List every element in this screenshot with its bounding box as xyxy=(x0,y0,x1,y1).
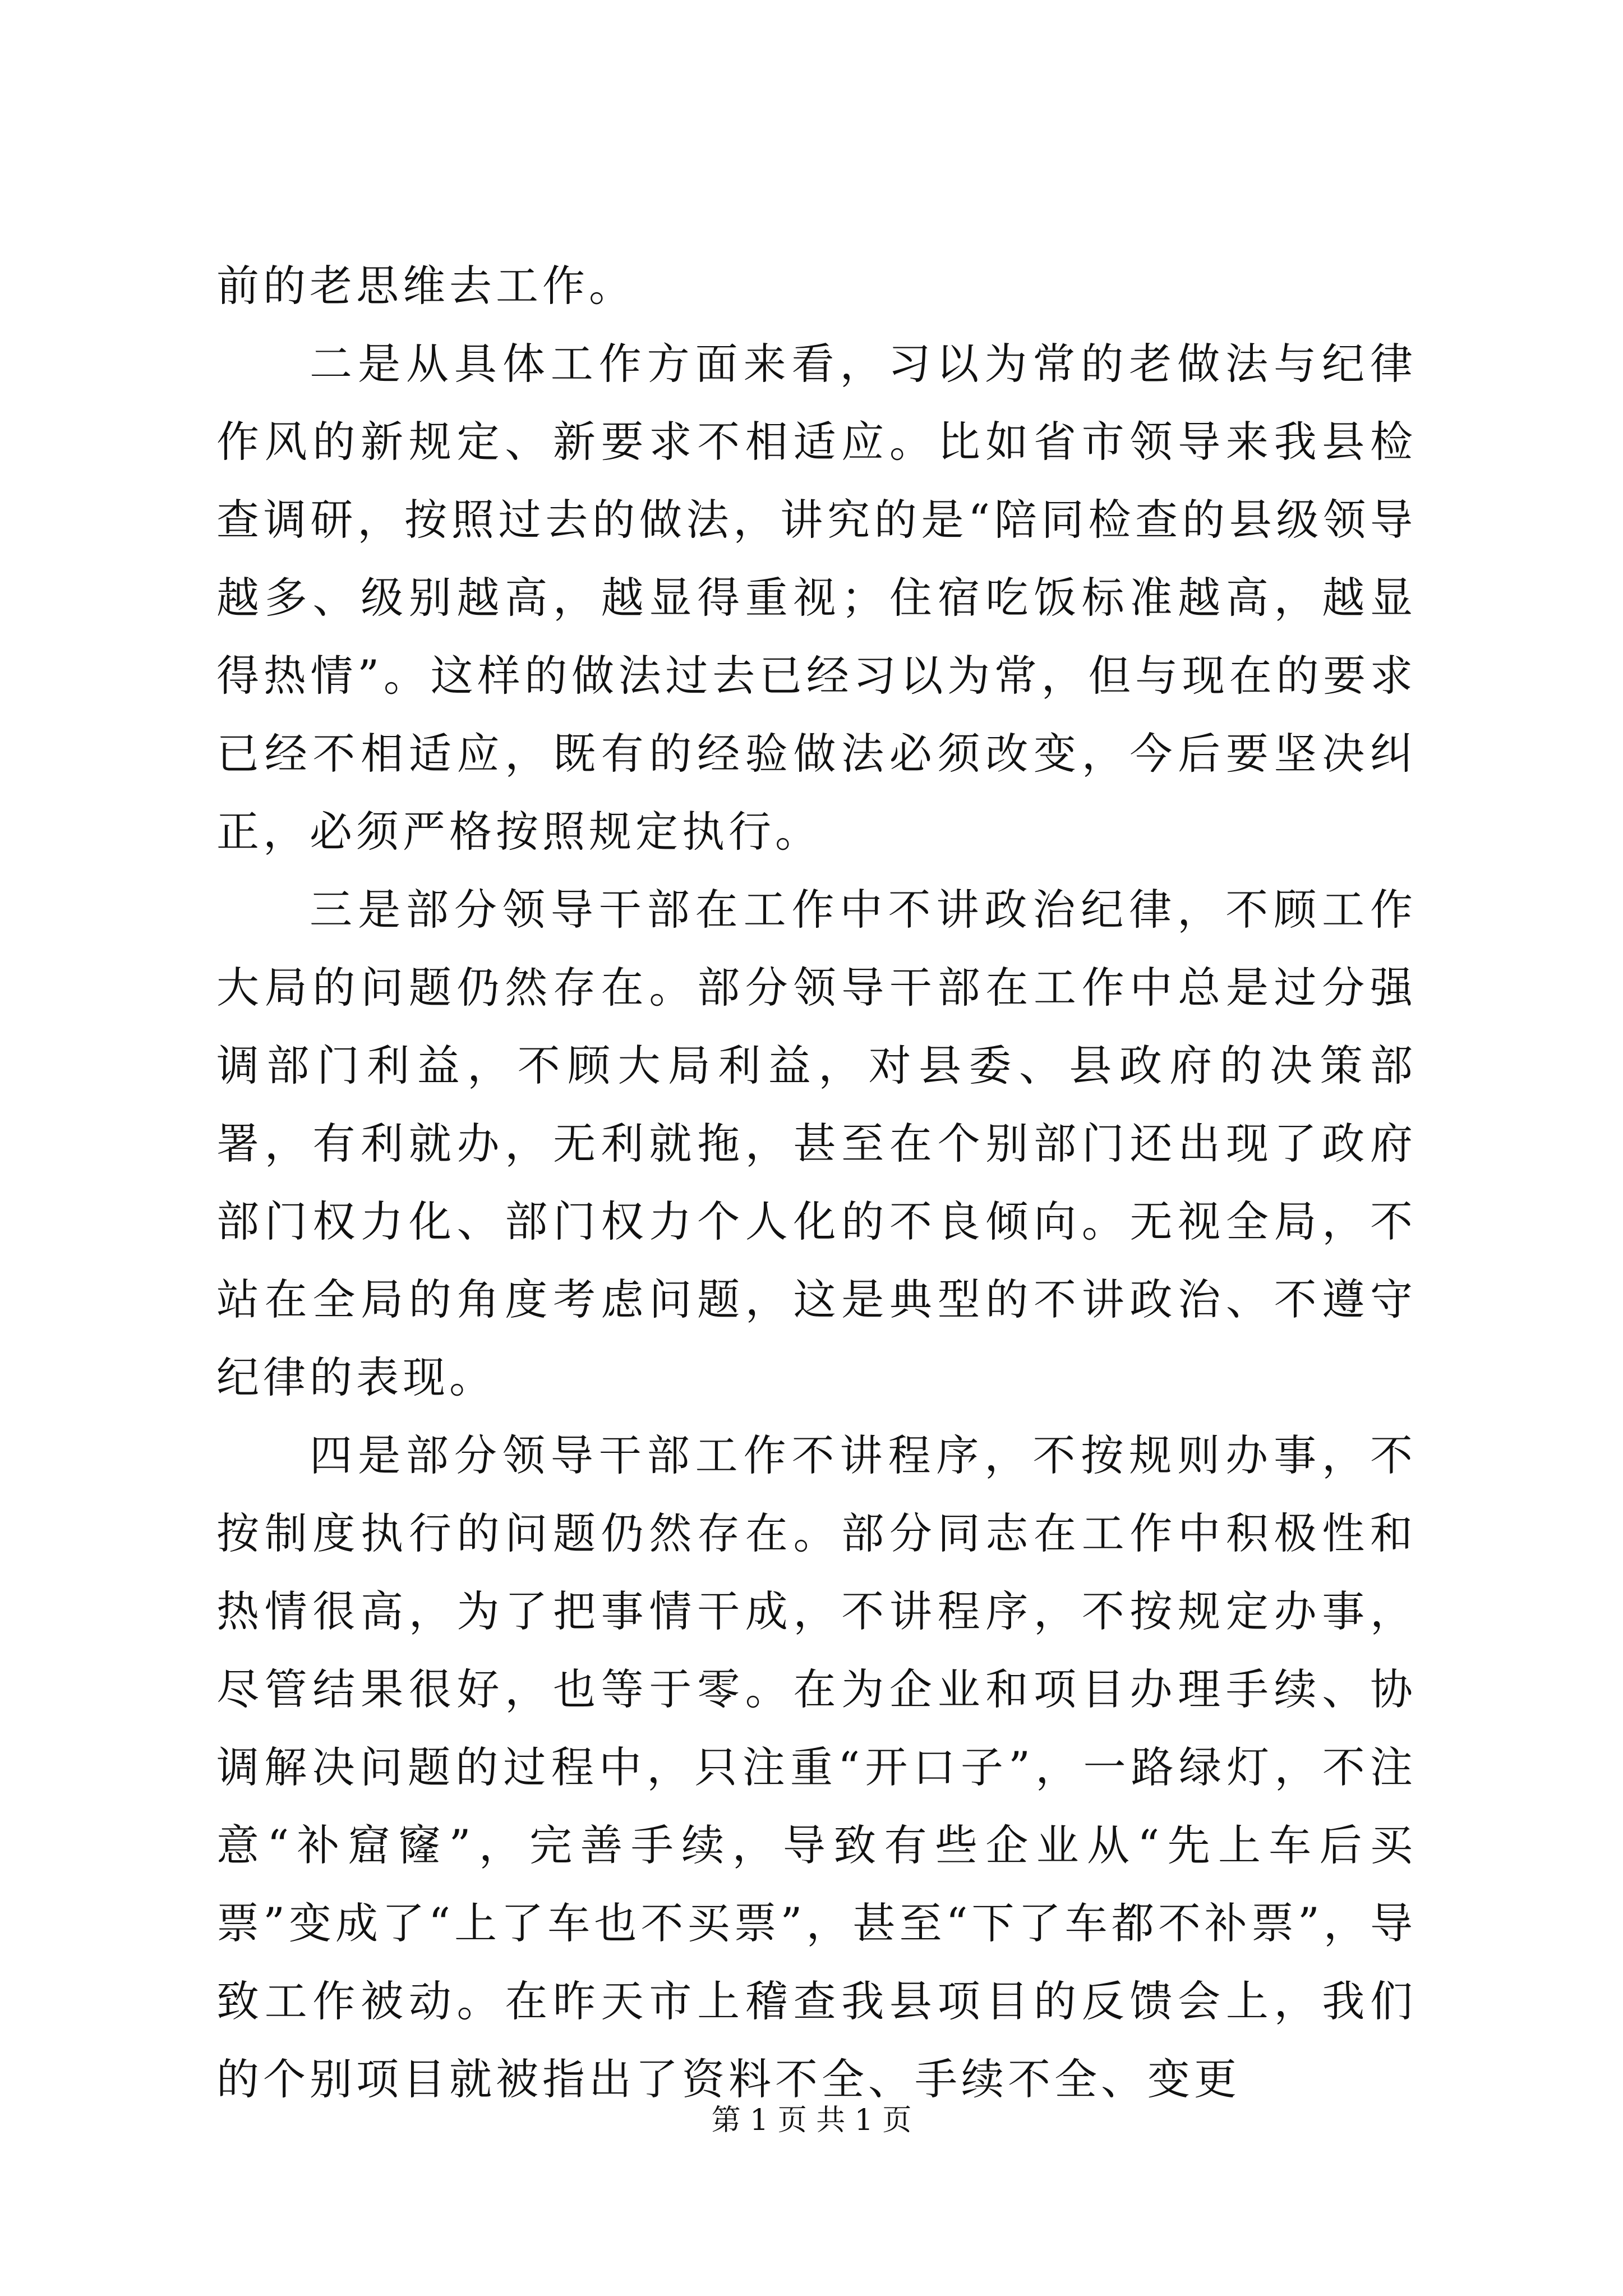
paragraph-point-two: 二是从具体工作方面来看，习以为常的老做法与纪律作风的新规定、新要求不相适应。比如省市领导来我县检查调研，按照过去的做法，讲究的是“陪同检查的县级领导越多、级别越高，越显得重视；住宿吃饭标准越高，越显得热情”。这样的做法过去已经习以为常，但与现在的要求已经不相适应，既有的经验做法必须改变，今后要坚决纠正，必须严格按照规定执行。 xyxy=(216,339,1417,857)
page-number-label: 第 1 页 共 1 页 xyxy=(711,2104,912,2137)
document-body xyxy=(216,247,1417,2118)
paragraph-continuation: 前的老思维去工作。 xyxy=(216,261,635,311)
page-footer xyxy=(0,2101,1623,2140)
paragraph-point-four: 四是部分领导干部工作不讲程序，不按规则办事，不按制度执行的问题仍然存在。部分同志在工作中积极性和热情很高，为了把事情干成，不讲程序，不按规定办事，尽管结果很好，也等于零。在为企业和项目办理手续、协调解决问题的过程中，只注重“开口子”，一路绿灯，不注意“补窟窿”，完善手续，导致有些企业从“先上车后买票”变成了“上了车也不买票”，甚至“下了车都不补票”，导致工作被动。在昨天市上稽查我县项目的反馈会上，我们的个别项目就被指出了资料不全、手续不全、变更 xyxy=(216,1430,1417,2104)
paragraph-point-three: 三是部分领导干部在工作中不讲政治纪律，不顾工作大局的问题仍然存在。部分领导干部在工作中总是过分强调部门利益，不顾大局利益，对县委、县政府的决策部署，有利就办，无利就拖，甚至在个别部门还出现了政府部门权力化、部门权力个人化的不良倾向。无视全局，不站在全局的角度考虑问题，这是典型的不讲政治、不遵守纪律的表现。 xyxy=(216,885,1417,1402)
